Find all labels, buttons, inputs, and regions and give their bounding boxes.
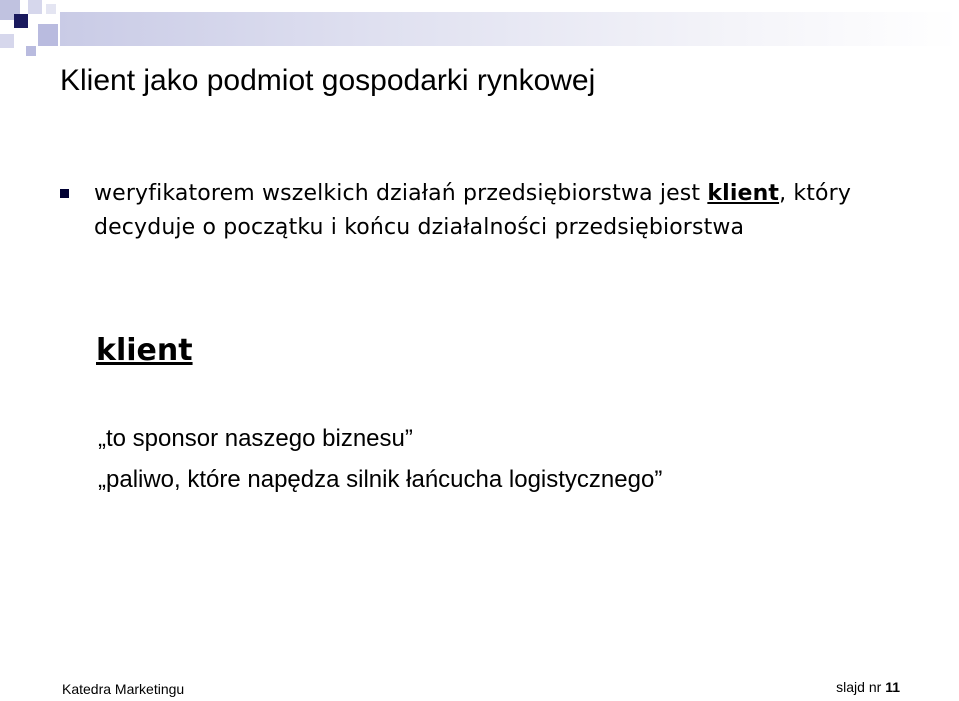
bullet-line-start: weryfikatorem wszelkich działań przedsiębiorstwa jest [94, 181, 701, 206]
deco-square-2 [14, 14, 28, 28]
deco-square-5 [0, 34, 14, 48]
slide-number-label: slajd nr [836, 679, 882, 695]
footer-slide-number [836, 679, 900, 695]
slide-title: Klient jako podmiot gospodarki rynkowej [60, 64, 596, 97]
deco-square-7 [46, 4, 56, 14]
deco-square-4 [38, 24, 58, 46]
header-gradient-bar [60, 12, 959, 46]
quote-1: „to sponsor naszego biznesu” [98, 425, 413, 452]
bullet-line-rest: , który decyduje o początku i końcu działalności przedsiębiorstwa [94, 181, 852, 240]
bullet-square-icon [60, 189, 69, 198]
deco-square-3 [28, 0, 42, 14]
bullet-text [94, 177, 874, 245]
quote-2: „paliwo, które napędza silnik łańcucha logistycznego” [98, 466, 663, 493]
bullet-emphasis: klient [707, 181, 780, 206]
deco-square-6 [26, 46, 36, 56]
footer-department: Katedra Marketingu [62, 681, 185, 697]
klient-heading: klient [96, 333, 193, 368]
slide-number-value: 11 [885, 679, 900, 695]
